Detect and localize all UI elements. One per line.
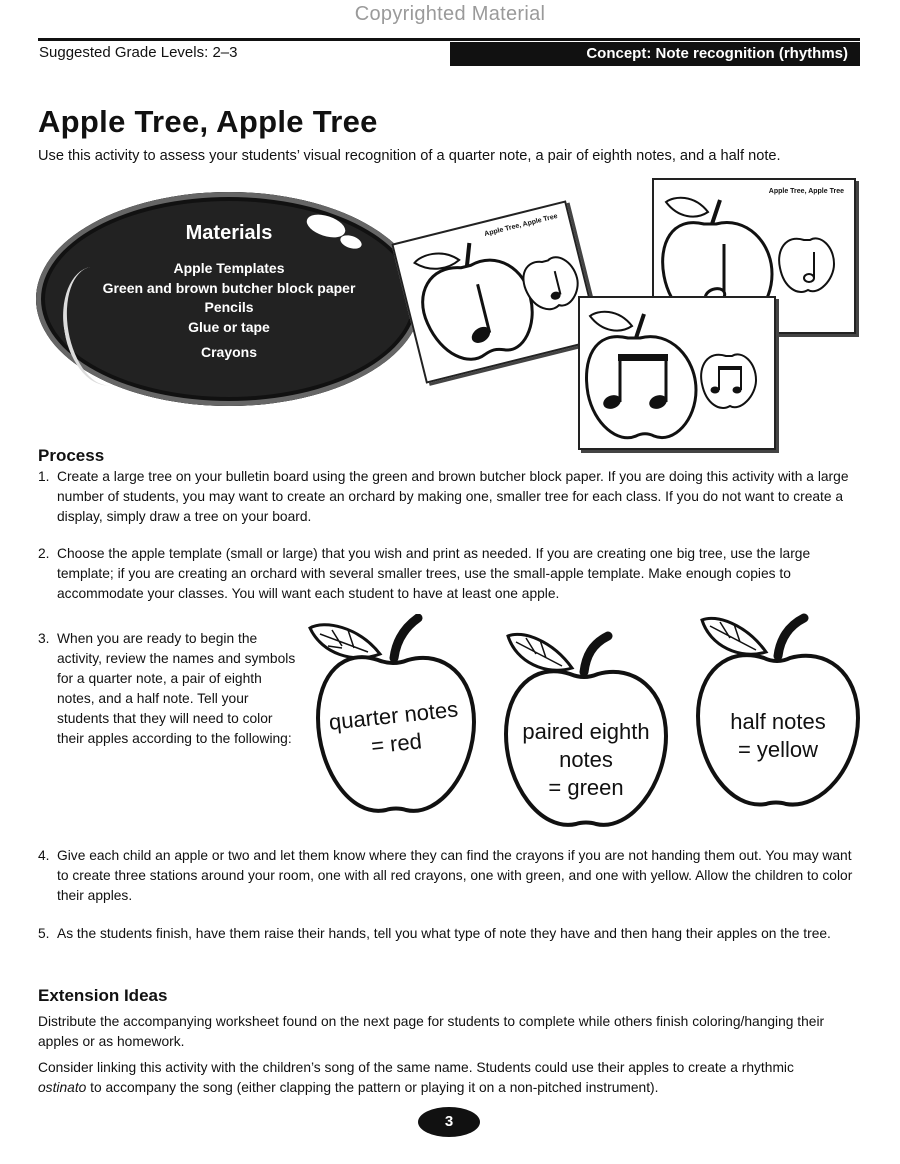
apple-label-line: = green	[548, 775, 624, 800]
step-text: Create a large tree on your bulletin board using the green and brown butcher block paper. If you are doing this activity with a large number of students, you may want to create an orchard by making one, smaller tree for each class. If you do not want to create a display, simply draw a tree on your board.	[57, 469, 849, 524]
apple-label-line: = red	[369, 728, 423, 759]
page-number: 3	[418, 1107, 480, 1137]
materials-title: Materials	[185, 222, 273, 244]
apple-label-line: notes	[559, 747, 613, 772]
materials-list	[36, 259, 422, 363]
step-number: 5.	[38, 926, 50, 941]
process-step	[38, 467, 860, 527]
step-number: 1.	[38, 469, 50, 484]
step-number: 4.	[38, 848, 50, 863]
apple-label	[692, 708, 864, 764]
materials-item: Apple Templates	[173, 260, 285, 276]
apple-illustration	[394, 203, 599, 381]
apple-paired-eighth-notes	[500, 626, 672, 836]
grade-levels: Suggested Grade Levels: 2–3	[39, 44, 238, 61]
extension-paragraph: Distribute the accompanying worksheet found on the next page for students to complete while others finish coloring/hanging their apples or as homework.	[38, 1014, 825, 1049]
template-card-title: Apple Tree, Apple Tree	[768, 188, 844, 195]
materials-panel	[36, 192, 422, 406]
apple-label-line: = yellow	[737, 737, 819, 762]
apple-label-line: paired eighth	[522, 719, 650, 744]
materials-item: Pencils	[204, 299, 254, 316]
materials-item: Green and brown butcher block paper	[102, 279, 356, 296]
intro-text: Use this activity to assess your students’ visual recognition of a quarter note, a pair of eighth notes, and a half note.	[38, 148, 781, 164]
apple-half-notes	[692, 610, 864, 820]
apple-illustration	[580, 298, 774, 448]
header-rule	[38, 38, 860, 41]
process-step	[38, 924, 860, 944]
step-text: As the students finish, have them raise their hands, tell you what type of note they have and then hang their apples on the tree.	[57, 926, 831, 941]
process-step	[38, 629, 300, 749]
apple-label-line: quarter notes	[327, 696, 460, 735]
step-text: Choose the apple template (small or large) that you wish and print as needed. If you are creating one big tree, use the large template; if you are creating an orchard with several smaller trees, use the small-apple template. Make enough copies to accommodate your classes. You will want each student to have at least one apple.	[57, 546, 811, 601]
materials-item: Crayons	[200, 344, 258, 361]
template-card-quarter	[391, 200, 600, 383]
extension-paragraph	[38, 1058, 838, 1098]
process-step	[38, 846, 860, 906]
extension-italic-term: ostinato	[38, 1080, 87, 1095]
page-title: Apple Tree, Apple Tree	[38, 104, 378, 139]
process-heading: Process	[38, 446, 105, 465]
apple-quarter-notes	[308, 614, 482, 824]
apple-label	[500, 718, 672, 802]
extension-heading: Extension Ideas	[38, 986, 168, 1005]
step-text: When you are ready to begin the activity, review the names and symbols for a quarter note, a pair of eighth notes, and a half note. Tell your students that they will need to color their apples according to the following:	[57, 631, 296, 746]
process-step	[38, 544, 860, 604]
extension-text: to accompany the song (either clapping the pattern or playing it on a non-pitched instrument).	[86, 1080, 659, 1095]
apple-label-line: half notes	[730, 709, 826, 734]
step-number: 2.	[38, 546, 50, 561]
template-card-title: Apple Tree, Apple Tree	[483, 212, 559, 238]
materials-item: Glue or tape	[188, 318, 270, 335]
step-number: 3.	[38, 631, 50, 646]
copyright-watermark: Copyrighted Material	[354, 3, 546, 25]
step-text: Give each child an apple or two and let them know where they can find the crayons if you are not handing them out. You may want to create three stations around your room, one with all red crayons, one with green, and one with yellow. Allow the children to color their apples.	[57, 848, 853, 903]
template-card-eighth	[578, 296, 776, 450]
concept-banner: Concept: Note recognition (rhythms)	[450, 42, 860, 66]
extension-text: Consider linking this activity with the children’s song of the same name. Students could use their apples to create a rhythmic	[38, 1060, 794, 1075]
